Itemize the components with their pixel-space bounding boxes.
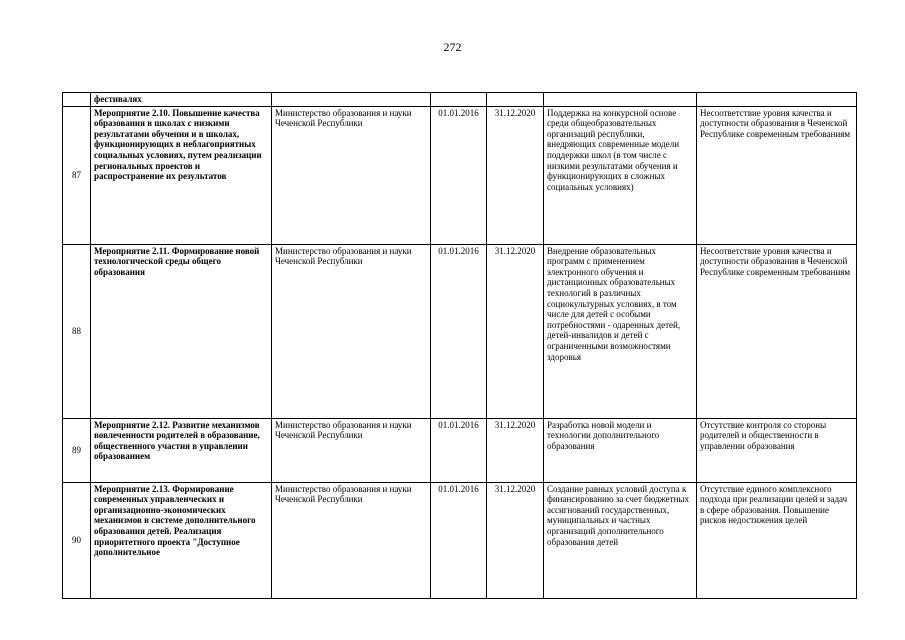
cell-num: 89 bbox=[63, 418, 91, 482]
cell-start: 01.01.2016 bbox=[431, 106, 487, 244]
cell-start: 01.01.2016 bbox=[431, 244, 487, 418]
cell-num bbox=[63, 93, 91, 107]
cell-risk: Несоответствие уровня качества и доступности образования в Чеченской Республике современным требованиям bbox=[697, 106, 857, 244]
cell-result: Разработка новой модели и технологии дополнительного образования bbox=[544, 418, 697, 482]
cell-start: 01.01.2016 bbox=[431, 482, 487, 598]
cell-num: 88 bbox=[63, 244, 91, 418]
cell-start: 01.01.2016 bbox=[431, 418, 487, 482]
cell-org: Министерство образования и науки Чеченской Республики bbox=[272, 482, 431, 598]
page-number: 272 bbox=[443, 40, 462, 54]
cell-result: Внедрение образовательных программ с применением электронного обучения и дистанционных образовательных технологий в различных социокультурных условиях, в том числе для детей с особыми потребностями - одаренных детей, детей-инвалидов и детей с ограниченными возможностями здоровья bbox=[544, 244, 697, 418]
cell-title: Мероприятие 2.12. Развитие механизмов вовлеченности родителей в образование, общественного участия в управлении образованием bbox=[91, 418, 272, 482]
table-row bbox=[63, 106, 857, 244]
cell-org bbox=[272, 93, 431, 107]
cell-risk: Отсутствие контроля со стороны родителей и общественности в управлении образования bbox=[697, 418, 857, 482]
cell-risk bbox=[697, 93, 857, 107]
measures-table bbox=[62, 92, 857, 599]
cell-result: Создание равных условий доступа к финансированию за счет бюджетных ассигнований государственных, муниципальных и частных организаций дополнительного образования детей bbox=[544, 482, 697, 598]
cell-start bbox=[431, 93, 487, 107]
table-row-continuation bbox=[63, 93, 857, 107]
cell-end: 31.12.2020 bbox=[487, 418, 544, 482]
cell-num: 90 bbox=[63, 482, 91, 598]
cell-title: Мероприятие 2.11. Формирование новой технологической среды общего образования bbox=[91, 244, 272, 418]
table-row bbox=[63, 244, 857, 418]
cell-num: 87 bbox=[63, 106, 91, 244]
cell-end: 31.12.2020 bbox=[487, 482, 544, 598]
cell-title: фестивалях bbox=[91, 93, 272, 107]
cell-risk: Несоответствие уровня качества и доступности образования в Чеченской Республике современным требованиям bbox=[697, 244, 857, 418]
cell-org: Министерство образования и науки Чеченской Республики bbox=[272, 418, 431, 482]
cell-title: Мероприятие 2.10. Повышение качества образования в школах с низкими результатами обучения и в школах, функционирующих в неблагоприятных социальных условиях, путем реализации региональных проектов и распространение их результатов bbox=[91, 106, 272, 244]
cell-end: 31.12.2020 bbox=[487, 106, 544, 244]
cell-title: Мероприятие 2.13. Формирование современных управленческих и организационно-экономических механизмов в системе дополнительного образования детей. Реализация приоритетного проекта "Доступное дополнительное bbox=[91, 482, 272, 598]
cell-result: Поддержка на конкурсной основе среди общеобразовательных организаций республики, внедряющих современные модели поддержки школ (в том числе с низкими результатами обучения и функционирующих в сложных социальных условиях) bbox=[544, 106, 697, 244]
table-row bbox=[63, 418, 857, 482]
cell-result bbox=[544, 93, 697, 107]
table-row bbox=[63, 482, 857, 598]
cell-end: 31.12.2020 bbox=[487, 244, 544, 418]
cell-end bbox=[487, 93, 544, 107]
cell-org: Министерство образования и науки Чеченской Республики bbox=[272, 106, 431, 244]
cell-risk: Отсутствие единого комплексного подхода при реализации целей и задач в сфере образования. Повышение рисков недостижения целей bbox=[697, 482, 857, 598]
cell-org: Министерство образования и науки Чеченской Республики bbox=[272, 244, 431, 418]
